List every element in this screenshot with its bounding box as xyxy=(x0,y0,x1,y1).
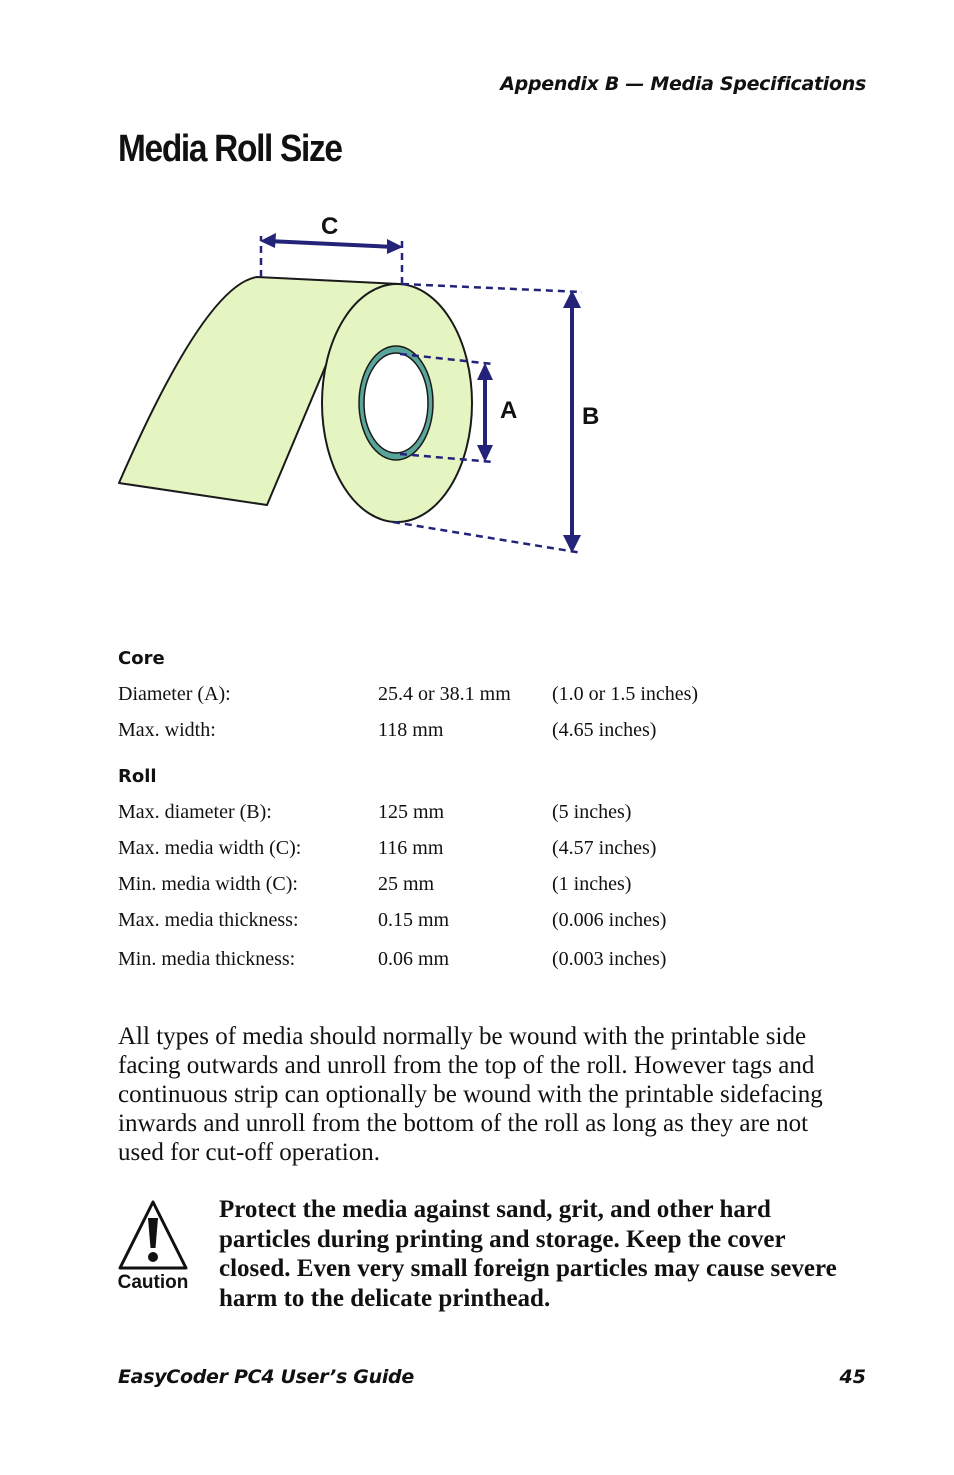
spec-imperial: (0.003 inches) xyxy=(552,948,667,970)
dimension-label-c: C xyxy=(321,213,339,240)
spec-metric: 25.4 or 38.1 mm xyxy=(378,683,511,705)
spec-imperial: (4.57 inches) xyxy=(552,837,657,859)
media-roll-diagram xyxy=(100,200,600,570)
spec-label: Min. media width (C): xyxy=(118,873,298,895)
spec-row xyxy=(118,801,838,829)
core-hole xyxy=(364,353,428,453)
page-number: 45 xyxy=(839,1366,866,1388)
roll-heading: Roll xyxy=(118,766,157,787)
spec-row xyxy=(118,719,838,747)
core-heading: Core xyxy=(118,648,165,669)
body-paragraph: All types of media should normally be wound with the printable side facing outwards and unroll from the top of the roll. However tags and continuous strip can optionally be wound with the printable sidefacing inwards and unroll from the bottom of the roll as long as they are not used for cut-off operation. xyxy=(118,1023,823,1166)
spec-metric: 116 mm xyxy=(378,837,444,859)
page-title: Media Roll Size xyxy=(118,128,342,170)
dimension-label-b: B xyxy=(582,403,600,430)
spec-imperial: (1 inches) xyxy=(552,873,632,895)
spec-metric: 25 mm xyxy=(378,873,435,895)
spec-metric: 0.06 mm xyxy=(378,948,450,970)
spec-imperial: (0.006 inches) xyxy=(552,909,667,931)
footer-guide-title: EasyCoder PC4 User’s Guide xyxy=(118,1366,414,1388)
spec-row xyxy=(118,909,838,937)
dimension-label-a: A xyxy=(500,397,518,424)
spec-row xyxy=(118,837,838,865)
spec-imperial: (1.0 or 1.5 inches) xyxy=(552,683,699,705)
spec-metric: 125 mm xyxy=(378,801,445,823)
spec-metric: 0.15 mm xyxy=(378,909,450,931)
spec-metric: 118 mm xyxy=(378,719,444,741)
caution-icon-label: Caution xyxy=(117,1272,189,1290)
spec-label: Max. diameter (B): xyxy=(118,801,272,823)
spec-row xyxy=(118,873,838,901)
spec-label: Diameter (A): xyxy=(118,683,231,705)
spec-label: Min. media thickness: xyxy=(118,948,296,970)
spec-row xyxy=(118,948,838,976)
caution-text: Protect the media against sand, grit, and other hard particles during printing and storage. Keep the cover closed. Even very small foreign particles may cause severe harm to the delicate printhead. xyxy=(219,1196,837,1312)
running-header: Appendix B — Media Specifications xyxy=(500,73,866,95)
spec-label: Max. width: xyxy=(118,719,216,741)
spec-label: Max. media width (C): xyxy=(118,837,302,859)
caution-triangle-icon xyxy=(116,1198,190,1290)
spec-imperial: (5 inches) xyxy=(552,801,632,823)
spec-label: Max. media thickness: xyxy=(118,909,299,931)
spec-imperial: (4.65 inches) xyxy=(552,719,657,741)
spec-row xyxy=(118,683,838,711)
